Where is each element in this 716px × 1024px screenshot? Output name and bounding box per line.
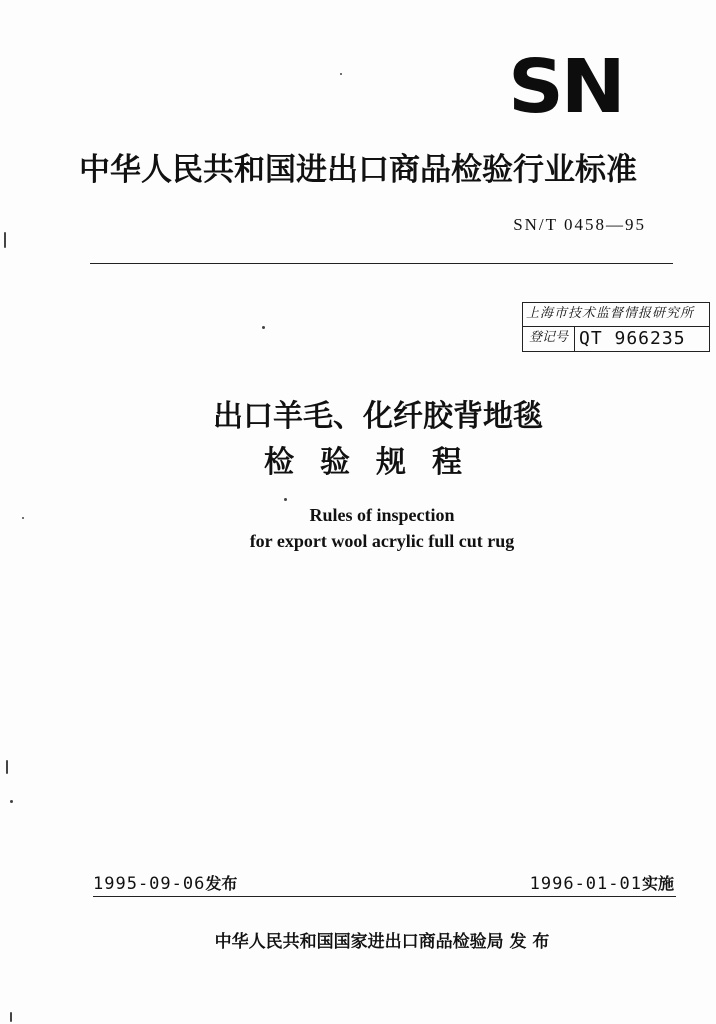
scan-mark: [6, 760, 8, 774]
stamp-label: 登记号: [523, 327, 575, 351]
issue-date: [93, 872, 237, 896]
issue-date-value: 1995-09-06: [93, 874, 206, 894]
implementation-date-value: 1996-01-01: [529, 874, 642, 894]
scan-mark: [10, 800, 13, 803]
sn-logo: SN: [508, 44, 623, 130]
scan-mark: [10, 1012, 12, 1022]
scan-mark: [284, 498, 287, 501]
registration-stamp: [522, 302, 710, 352]
scan-mark: [22, 517, 24, 519]
implementation-date: [530, 872, 674, 896]
scan-mark: [262, 326, 265, 329]
standard-code: SN/T 0458—95: [513, 215, 646, 234]
document-title-line2: 检验规程: [264, 445, 488, 480]
scan-mark: [340, 73, 342, 75]
english-title-line2: for export wool acrylic full cut rug: [249, 531, 515, 551]
issue-date-suffix: 发布: [205, 874, 238, 893]
publisher: 中华人民共和国国家进出口商品检验局 发 布: [214, 932, 550, 952]
scan-mark: [4, 232, 6, 248]
header-divider: [90, 263, 673, 264]
stamp-registration-number: QT 966235: [579, 328, 686, 349]
standard-category-heading: 中华人民共和国进出口商品检验行业标准: [79, 152, 637, 188]
footer-divider: [93, 896, 676, 897]
document-title-line1: 出口羊毛、化纤胶背地毯: [213, 399, 543, 434]
implementation-date-suffix: 实施: [641, 874, 674, 893]
stamp-header: 上海市技术监督情报研究所: [523, 303, 709, 327]
english-title-line1: Rules of inspection: [309, 505, 455, 525]
